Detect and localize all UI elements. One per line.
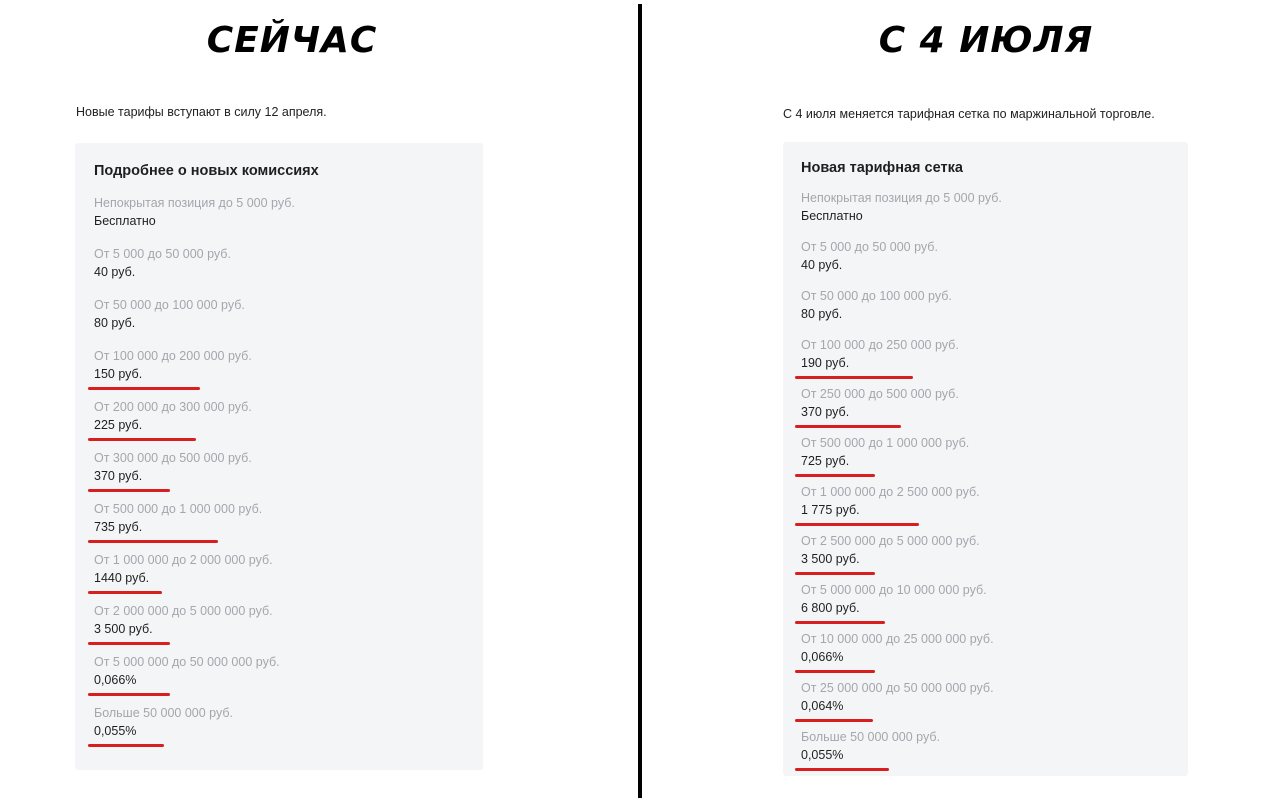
tariff-row xyxy=(94,450,464,486)
tariff-fee-value: 725 руб. xyxy=(801,454,850,468)
tariff-range-label: От 300 000 до 500 000 руб. xyxy=(94,451,252,465)
tariff-fee-value: 735 руб. xyxy=(94,520,143,534)
tariff-row xyxy=(801,631,1170,667)
tariff-fee-value: 80 руб. xyxy=(94,316,136,330)
tariff-range-label: От 250 000 до 500 000 руб. xyxy=(801,387,959,401)
tariff-fee-value: 190 руб. xyxy=(801,356,850,370)
tariff-range-label: От 5 000 до 50 000 руб. xyxy=(94,247,231,261)
tariff-range-label: От 50 000 до 100 000 руб. xyxy=(94,298,245,312)
tariff-row xyxy=(94,348,464,384)
tariff-fee-value: Бесплатно xyxy=(801,209,863,223)
tariff-range-label: От 500 000 до 1 000 000 руб. xyxy=(94,502,263,516)
tariff-row xyxy=(94,297,464,333)
tariff-fee-value: 150 руб. xyxy=(94,367,143,381)
tariff-fee-value: 80 руб. xyxy=(801,307,843,321)
tariff-fee-value: Бесплатно xyxy=(94,214,156,228)
red-underline-mark xyxy=(88,387,200,390)
tariff-row xyxy=(801,239,1170,275)
red-underline-mark xyxy=(795,425,901,428)
tariff-row xyxy=(94,501,464,537)
red-underline-mark xyxy=(88,693,170,696)
tariff-row xyxy=(94,654,464,690)
tariff-range-label: Больше 50 000 000 руб. xyxy=(801,730,941,744)
tariff-fee-value: 225 руб. xyxy=(94,418,143,432)
tariff-row xyxy=(801,190,1170,226)
tariff-fee-value: 6 800 руб. xyxy=(801,601,860,615)
tariff-card-current xyxy=(75,143,483,770)
tariff-fee-value: 40 руб. xyxy=(94,265,136,279)
red-underline-mark xyxy=(795,621,885,624)
tariff-fee-value: 370 руб. xyxy=(801,405,850,419)
red-underline-mark xyxy=(88,744,164,747)
intro-new: С 4 июля меняется тарифная сетка по маржинальной торговле. xyxy=(783,107,1155,121)
red-underline-mark xyxy=(795,768,889,771)
tariff-range-label: От 500 000 до 1 000 000 руб. xyxy=(801,436,970,450)
intro-current: Новые тарифы вступают в силу 12 апреля. xyxy=(76,105,327,119)
card-title-current: Подробнее о новых комиссиях xyxy=(94,163,319,179)
tariff-row xyxy=(801,680,1170,716)
tariff-row xyxy=(801,582,1170,618)
red-underline-mark xyxy=(795,719,873,722)
tariff-range-label: От 1 000 000 до 2 500 000 руб. xyxy=(801,485,980,499)
red-underline-mark xyxy=(795,572,875,575)
tariff-row xyxy=(94,195,464,231)
heading-new: С 4 ИЮЛЯ xyxy=(878,20,1094,61)
tariff-row xyxy=(801,533,1170,569)
tariff-range-label: Больше 50 000 000 руб. xyxy=(94,706,234,720)
tariff-range-label: Непокрытая позиция до 5 000 руб. xyxy=(801,191,1002,205)
red-underline-mark xyxy=(795,523,919,526)
card-title-new: Новая тарифная сетка xyxy=(801,160,963,176)
tariff-row xyxy=(94,399,464,435)
tariff-range-label: От 5 000 000 до 50 000 000 руб. xyxy=(94,655,280,669)
tariff-row xyxy=(801,729,1170,765)
red-underline-mark xyxy=(795,474,875,477)
tariff-fee-value: 0,055% xyxy=(94,724,137,738)
red-underline-mark xyxy=(88,642,170,645)
red-underline-mark xyxy=(88,591,162,594)
tariff-range-label: От 2 500 000 до 5 000 000 руб. xyxy=(801,534,980,548)
tariff-range-label: От 10 000 000 до 25 000 000 руб. xyxy=(801,632,994,646)
tariff-range-label: От 100 000 до 250 000 руб. xyxy=(801,338,959,352)
red-underline-mark xyxy=(88,438,196,441)
tariff-fee-value: 370 руб. xyxy=(94,469,143,483)
tariff-fee-value: 0,055% xyxy=(801,748,844,762)
tariff-range-label: От 5 000 000 до 10 000 000 руб. xyxy=(801,583,987,597)
tariff-row xyxy=(94,603,464,639)
tariff-card-new xyxy=(783,142,1188,776)
heading-current: СЕЙЧАС xyxy=(206,20,378,61)
tariff-row xyxy=(94,246,464,282)
red-underline-mark xyxy=(88,489,170,492)
tariff-range-label: От 100 000 до 200 000 руб. xyxy=(94,349,252,363)
tariff-fee-value: 0,066% xyxy=(801,650,844,664)
red-underline-mark xyxy=(795,376,913,379)
tariff-range-label: От 25 000 000 до 50 000 000 руб. xyxy=(801,681,994,695)
red-underline-mark xyxy=(795,670,875,673)
tariff-list-current xyxy=(94,195,464,741)
tariff-fee-value: 3 500 руб. xyxy=(801,552,860,566)
tariff-range-label: Непокрытая позиция до 5 000 руб. xyxy=(94,196,295,210)
tariff-fee-value: 1440 руб. xyxy=(94,571,150,585)
red-underline-mark xyxy=(88,540,218,543)
tariff-row xyxy=(94,705,464,741)
tariff-fee-value: 40 руб. xyxy=(801,258,843,272)
tariff-fee-value: 3 500 руб. xyxy=(94,622,153,636)
tariff-range-label: От 2 000 000 до 5 000 000 руб. xyxy=(94,604,273,618)
tariff-range-label: От 5 000 до 50 000 руб. xyxy=(801,240,938,254)
tariff-row xyxy=(801,288,1170,324)
tariff-fee-value: 0,066% xyxy=(94,673,137,687)
tariff-fee-value: 1 775 руб. xyxy=(801,503,860,517)
tariff-row xyxy=(801,337,1170,373)
vertical-divider xyxy=(638,4,642,798)
tariff-range-label: От 1 000 000 до 2 000 000 руб. xyxy=(94,553,273,567)
tariff-range-label: От 200 000 до 300 000 руб. xyxy=(94,400,252,414)
tariff-row xyxy=(801,435,1170,471)
tariff-row xyxy=(801,386,1170,422)
tariff-list-new xyxy=(801,190,1170,765)
tariff-fee-value: 0,064% xyxy=(801,699,844,713)
tariff-row xyxy=(801,484,1170,520)
tariff-row xyxy=(94,552,464,588)
tariff-range-label: От 50 000 до 100 000 руб. xyxy=(801,289,952,303)
